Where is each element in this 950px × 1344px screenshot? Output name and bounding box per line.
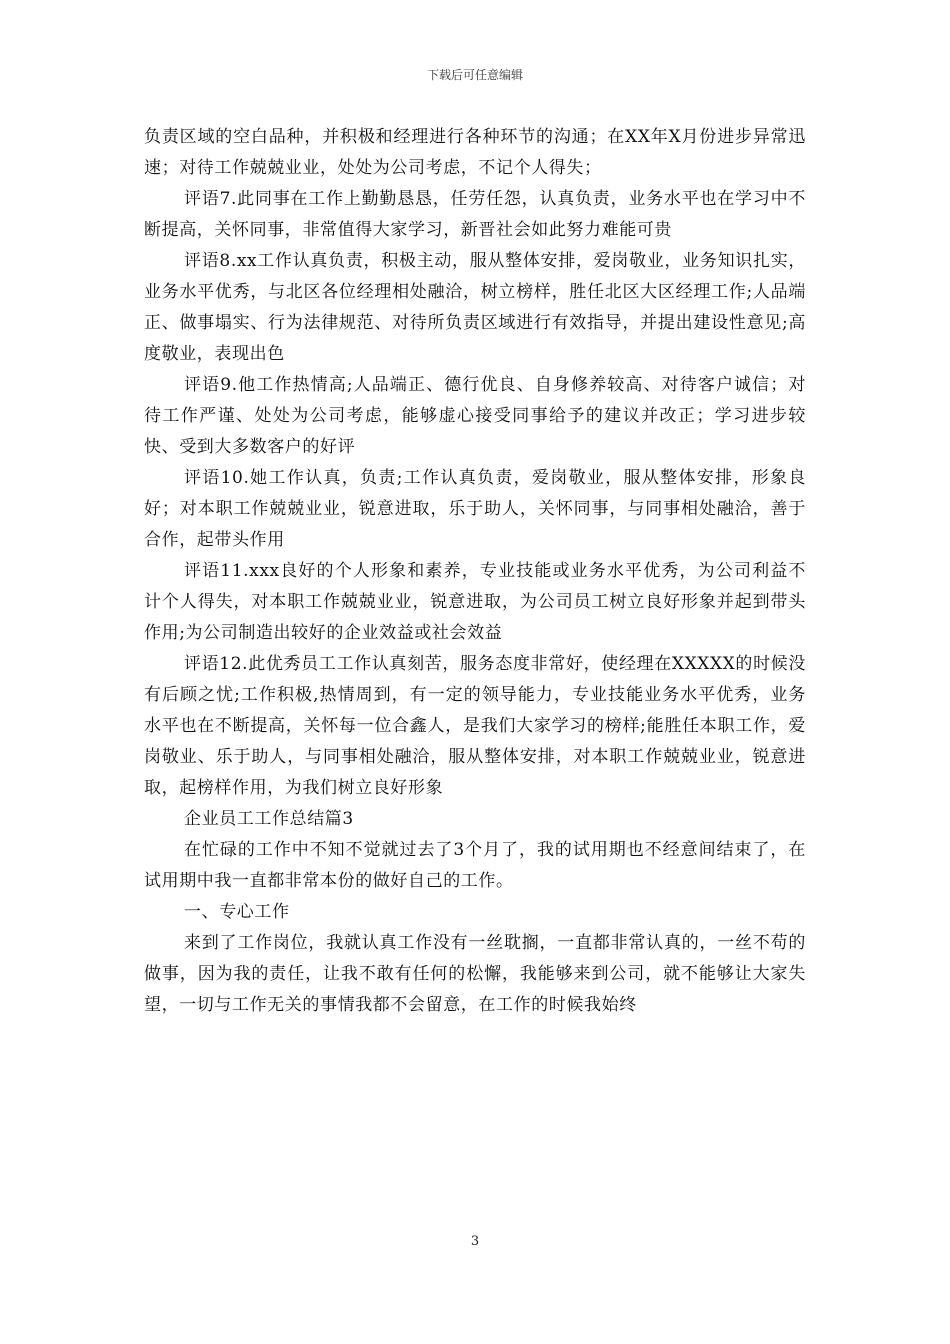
paragraph: 评语11.xxx良好的个人形象和素养，专业技能或业务水平优秀，为公司利益不计个人得失，对本职工作兢兢业业，锐意进取，为公司员工树立良好形象并起到带头作用;为公司制造出较好的企业效益或社会效益 [144,561,806,643]
paragraph: 评语12.此优秀员工工作认真刻苦，服务态度非常好，使经理在XXXXX的时候没有后顾之忧;工作积极,热情周到，有一定的领导能力，专业技能业务水平优秀，业务水平也在不断提高，关怀每一位合鑫人，是我们大家学习的榜样;能胜任本职工作，爱岗敬业、乐于助人，与同事相处融洽，服从整体安排，对本职工作兢兢业业，锐意进取，起榜样作用，为我们树立良好形象 [144,654,806,798]
paragraph: 负责区域的空白品种，并积极和经理进行各种环节的沟通；在XX年X月份进步异常迅速；对待工作兢兢业业，处处为公司考虑，不记个人得失； [144,127,806,178]
page-number: 3 [470,1234,480,1249]
paragraph: 评语9.他工作热情高;人品端正、德行优良、自身修养较高、对待客户诚信；对待工作严谨、处处为公司考虑，能够虚心接受同事给予的建议并改正；学习进步较快、受到大多数客户的好评 [144,375,806,457]
paragraph: 在忙碌的工作中不知不觉就过去了3个月了，我的试用期也不经意间结束了，在试用期中我一直都非常本份的做好自己的工作。 [144,840,806,891]
paragraph: 评语8.xx工作认真负责，积极主动，服从整体安排，爱岗敬业，业务知识扎实，业务水平优秀，与北区各位经理相处融洽，树立榜样，胜任北区大区经理工作;人品端正、做事塌实、行为法律规范、对待所负责区域进行有效指导，并提出建设性意见;高度敬业，表现出色 [144,251,806,364]
page-header: 下载后可任意编辑 [426,68,523,82]
paragraph: 评语7.此同事在工作上勤勤恳恳，任劳任怨，认真负责，业务水平也在学习中不断提高，关怀同事，非常值得大家学习，新晋社会如此努力难能可贵 [144,189,806,240]
document-body [144,122,806,1021]
paragraph: 评语10.她工作认真，负责;工作认真负责，爱岗敬业，服从整体安排，形象良好；对本职工作兢兢业业，锐意进取，乐于助人，关怀同事，与同事相处融洽，善于合作，起带头作用 [144,468,806,550]
section-heading: 企业员工工作总结篇3 [184,809,354,829]
subsection-heading: 一、专心工作 [184,902,290,922]
paragraph: 来到了工作岗位，我就认真工作没有一丝耽搁，一直都非常认真的，一丝不苟的做事，因为我的责任，让我不敢有任何的松懈，我能够来到公司，就不能够让大家失望，一切与工作无关的事情我都不会留意，在工作的时候我始终 [144,933,806,1015]
